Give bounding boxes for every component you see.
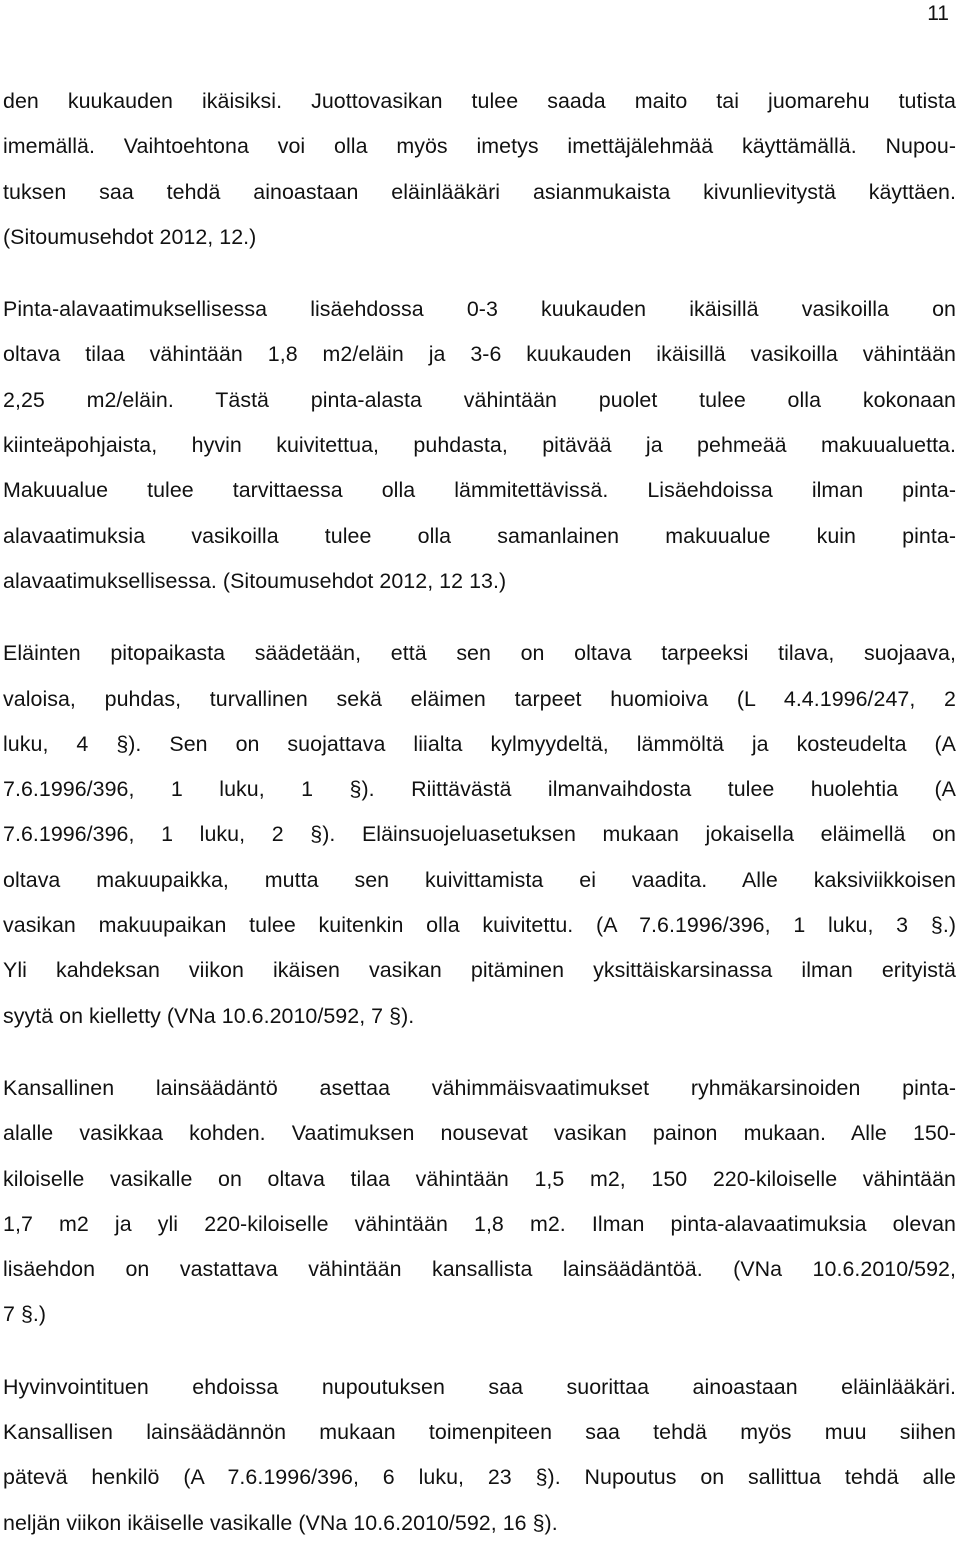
text-line: Hyvinvointituen ehdoissa nupoutuksen saa suorittaa ainoastaan eläinlääkäri. (3, 1374, 956, 1399)
paragraph-calf-feeding (3, 79, 956, 260)
text-line: imemällä. Vaihtoehtona voi olla myös imetys imettäjälehmää käyttämällä. Nupou- (3, 134, 956, 159)
paragraph-group-pen-area (3, 1066, 956, 1338)
text-line: alavaatimuksia vasikoilla tulee olla samanlainen makuualue kuin pinta- (3, 523, 956, 548)
text-line: Pinta-alavaatimuksellisessa lisäehdossa 0-3 kuukauden ikäisillä vasikoilla on (3, 297, 956, 322)
document-body (3, 79, 956, 1546)
text-line: 7.6.1996/396, 1 luku, 1 §). Riittävästä ilmanvaihdosta tulee huolehtia (A (3, 777, 956, 802)
text-line: oltava makuupaikka, mutta sen kuivittamista ei vaadita. Alle kaksiviikkoisen (3, 867, 956, 892)
text-line: Yli kahdeksan viikon ikäisen vasikan pitäminen yksittäiskarsinassa ilman erityistä (3, 958, 956, 983)
paragraph-housing-regulation (3, 631, 956, 1039)
paragraph-area-requirements (3, 287, 956, 604)
text-line: syytä on kielletty (VNa 10.6.2010/592, 7 §). (3, 1003, 415, 1028)
text-line: valoisa, puhdas, turvallinen sekä eläimen tarpeet huomioiva (L 4.4.1996/247, 2 (3, 686, 956, 711)
text-line: 1,7 m2 ja yli 220-kiloiselle vähintään 1,8 m2. Ilman pinta-alavaatimuksia olevan (3, 1211, 956, 1236)
text-line: oltava tilaa vähintään 1,8 m2/eläin ja 3-6 kuukauden ikäisillä vasikoilla vähintään (3, 342, 956, 367)
text-line: luku, 4 §). Sen on suojattava liialta kylmyydeltä, lämmöltä ja kosteudelta (A (3, 731, 956, 756)
text-line: vasikan makuupaikan tulee kuitenkin olla kuivitettu. (A 7.6.1996/396, 1 luku, 3 §.) (3, 913, 956, 938)
text-line: neljän viikon ikäiselle vasikalle (VNa 10.6.2010/592, 16 §). (3, 1510, 558, 1535)
text-line: 2,25 m2/eläin. Tästä pinta-alasta vähintään puolet tulee olla kokonaan (3, 387, 956, 412)
page-number: 11 (927, 2, 949, 25)
text-line: kiinteäpohjaista, hyvin kuivitettua, puhdasta, pitävää ja pehmeää makuualuetta. (3, 433, 956, 458)
text-line: Makuualue tulee tarvittaessa olla lämmitettävissä. Lisäehdoissa ilman pinta- (3, 478, 956, 503)
text-line: alavaatimuksellisessa. (Sitoumusehdot 2012, 12 13.) (3, 568, 507, 593)
text-line: 7.6.1996/396, 1 luku, 2 §). Eläinsuojeluasetuksen mukaan jokaisella eläimellä on (3, 822, 956, 847)
paragraph-disbudding (3, 1365, 956, 1546)
text-line: pätevä henkilö (A 7.6.1996/396, 6 luku, 23 §). Nupoutus on sallittua tehdä alle (3, 1465, 956, 1490)
text-line: Kansallisen lainsäädännön mukaan toimenpiteen saa tehdä myös muu siihen (3, 1420, 956, 1445)
text-line: 7 §.) (3, 1302, 47, 1327)
text-line: tuksen saa tehdä ainoastaan eläinlääkäri asianmukaista kivunlievitystä käyttäen. (3, 179, 956, 204)
text-line: kiloiselle vasikalle on oltava tilaa vähintään 1,5 m2, 150 220-kiloiselle vähintään (3, 1166, 956, 1191)
text-line: alalle vasikkaa kohden. Vaatimuksen nousevat vasikan painon mukaan. Alle 150- (3, 1121, 956, 1146)
text-line: Kansallinen lainsäädäntö asettaa vähimmäisvaatimukset ryhmäkarsinoiden pinta- (3, 1075, 956, 1100)
text-line: den kuukauden ikäisiksi. Juottovasikan tulee saada maito tai juomarehu tutista (3, 89, 956, 113)
text-line: (Sitoumusehdot 2012, 12.) (3, 224, 257, 249)
text-line: lisäehdon on vastattava vähintään kansallista lainsäädäntöä. (VNa 10.6.2010/592, (3, 1257, 956, 1282)
text-line: Eläinten pitopaikasta säädetään, että sen on oltava tarpeeksi tilava, suojaava, (3, 641, 956, 666)
